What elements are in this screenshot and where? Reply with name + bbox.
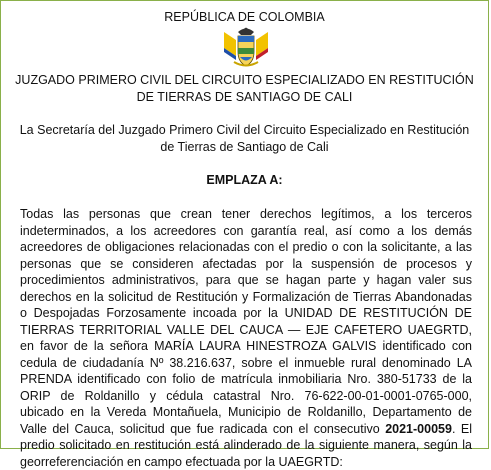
consecutivo-number: 2021-00059 bbox=[385, 421, 452, 436]
secretaria-text bbox=[15, 122, 474, 156]
secretaria-line2: de Tierras de Santiago de Cali bbox=[160, 140, 329, 154]
court-name bbox=[11, 72, 478, 106]
republic-title: REPÚBLICA DE COLOMBIA bbox=[164, 10, 325, 24]
court-name-line1: JUZGADO PRIMERO CIVIL DEL CIRCUITO ESPECIALIZADO EN RESTITUCIÓN bbox=[15, 73, 474, 87]
secretaria-line1: La Secretaría del Juzgado Primero Civil del Circuito Especializado en Restitución bbox=[19, 123, 470, 137]
emplaza-heading: EMPLAZA A: bbox=[206, 173, 283, 187]
court-name-line2: DE TIERRAS DE SANTIAGO DE CALI bbox=[136, 90, 353, 104]
body-text-part1: Todas las personas que crean tener derechos legítimos, a los terceros indeterminados, a los acreedores con garantía real, así como a los demás acreedores de obligaciones relacionadas con el predio o con la solicitante, a las personas que se consideren afectadas por la suspensión de procesos y procedimientos administrativos, para que se hagan parte y hagan valer sus derechos en la solicitud de Restitución y Formalización de Tierras Abandonadas o Despojadas Forzosamente incoada por la UNIDAD DE RESTITUCIÓN DE TIERRAS TERRITORIAL VALLE DEL CAUCA — EJE CAFETERO UAEGRTD, en favor de la señora MARÍA LAURA HINESTROZA GALVIS identificado con cedula de ciudadanía Nº 38.216.637, sobre el inmueble rural denominado LA PRENDA identificado con folio de matrícula inmobiliaria Nro. 380-51733 de la ORIP de Roldanillo y cédula catastral Nro. 76-622-00-01-0001-0765-000, ubicado en la Vereda Montañuela, Municipio de Roldanillo, Departamento de Valle del Cauca, solicitud que fue radicada con el consecutivo bbox=[20, 207, 472, 436]
body-text-part2: . El predio solicitado en restitución está alinderado de la siguiente manera, según la georreferenciación en campo efectuada por la UAEGRTD: bbox=[20, 421, 473, 469]
body-paragraph bbox=[20, 206, 472, 470]
colombia-coat-of-arms-icon bbox=[216, 26, 276, 68]
